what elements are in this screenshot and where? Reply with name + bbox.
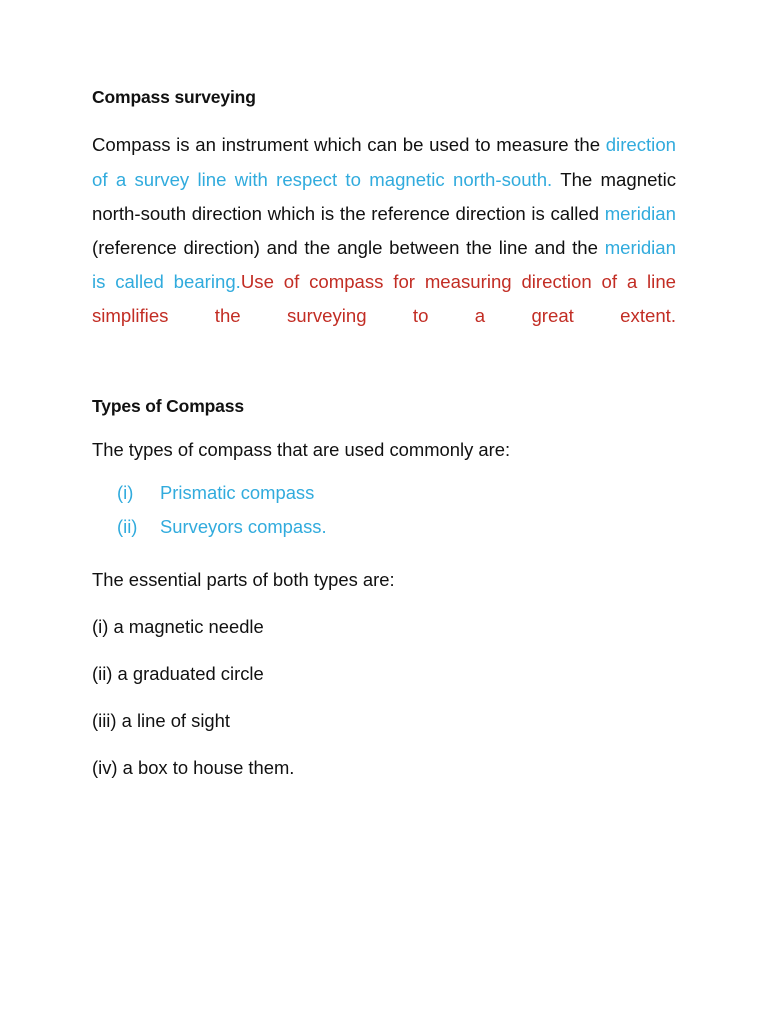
list-item: (iv) a box to house them. xyxy=(92,756,295,778)
intro-segment-black-3: (reference direction) and the angle between the line and the xyxy=(92,237,605,258)
intro-segment-black-2: The magnetic north-south direction which is the reference direction is called xyxy=(92,168,676,224)
list-item: (i) a magnetic needle xyxy=(92,616,264,638)
document-content xyxy=(92,86,676,780)
intro-segment-cyan-3: meridian is called bearing. xyxy=(92,237,676,293)
types-intro-text: The types of compass that are used commonly are: xyxy=(92,439,511,461)
essential-parts-list xyxy=(92,615,676,780)
list-item: (iii) a line of sight xyxy=(92,709,230,731)
list-item-label: Prismatic compass xyxy=(160,482,315,504)
compass-types-list xyxy=(92,476,676,544)
list-item-label: Surveyors compass. xyxy=(160,516,327,538)
intro-segment-cyan-1: direction of a survey line with respect to magnetic north-south. xyxy=(92,134,676,190)
intro-paragraph xyxy=(92,128,676,367)
list-item-numeral: (i) xyxy=(117,482,134,504)
list-item xyxy=(92,510,676,544)
page-title: Compass surveying xyxy=(92,87,256,107)
intro-segment-red-1: Use of compass for measuring direction of a line simplifies the surveying to a great extent. xyxy=(92,271,676,327)
list-item-numeral: (ii) xyxy=(117,516,138,538)
intro-segment-black-1: Compass is an instrument which can be used to measure the xyxy=(92,134,606,156)
list-item xyxy=(92,476,676,510)
list-item: (ii) a graduated circle xyxy=(92,662,264,684)
section-title-types-of-compass: Types of Compass xyxy=(92,395,244,416)
parts-intro-text: The essential parts of both types are: xyxy=(92,569,395,591)
intro-segment-cyan-2: meridian xyxy=(604,202,676,224)
